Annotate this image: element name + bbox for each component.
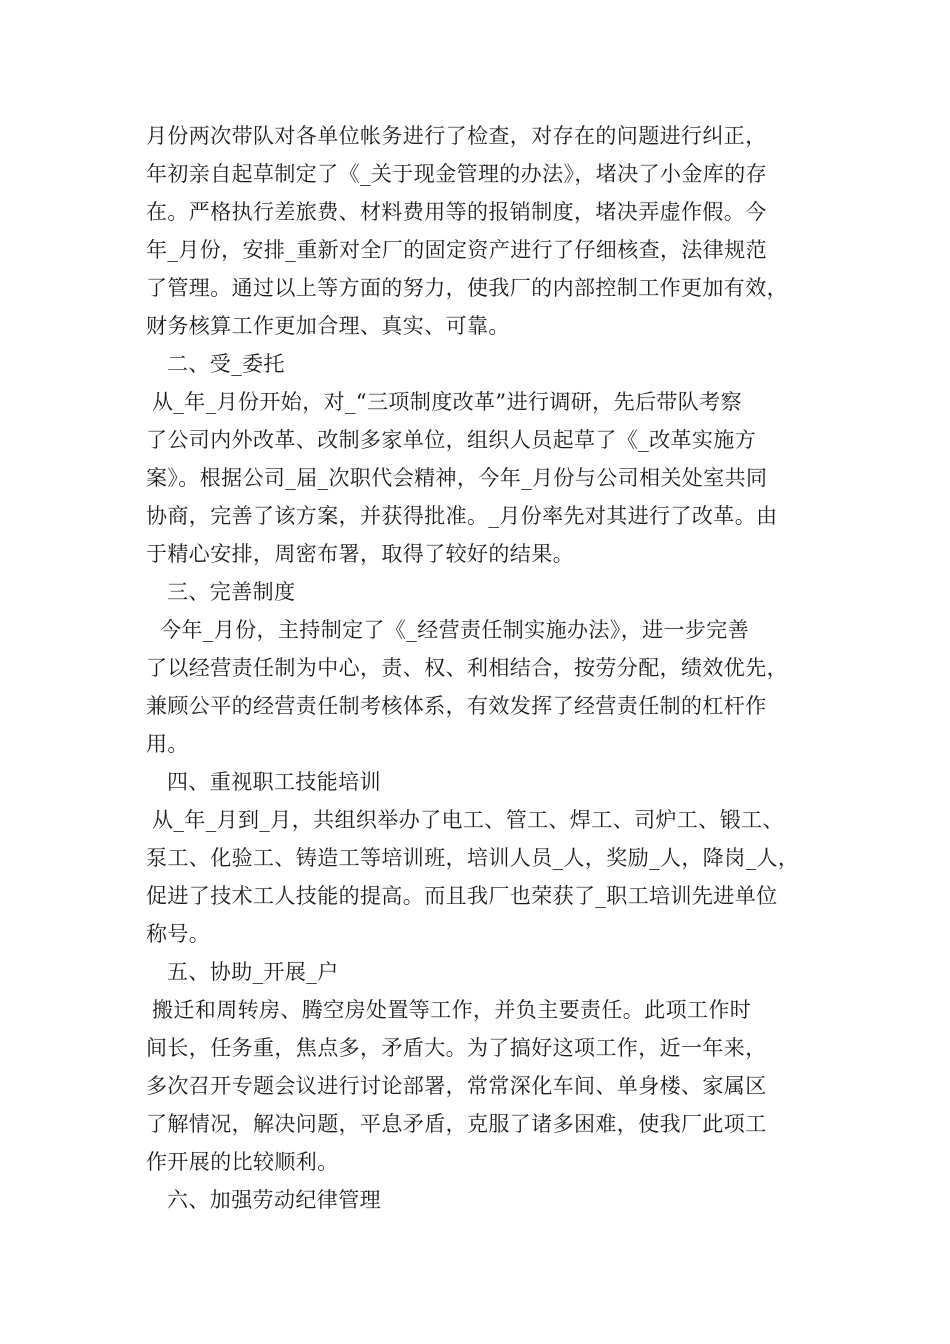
paragraph-line: 了管理。通过以上等方面的努力，使我厂的内部控制工作更加有效， bbox=[146, 276, 788, 300]
paragraph-line: 泵工、化验工、铸造工等培训班，培训人员_人，奖励_人，降岗_人， bbox=[146, 846, 800, 870]
paragraph-line: 年初亲自起草制定了《_关于现金管理的办法》，堵决了小金库的存 bbox=[146, 162, 767, 186]
section-heading: 四、重视职工技能培训 bbox=[167, 770, 381, 794]
section-heading: 六、加强劳动纪律管理 bbox=[167, 1188, 381, 1212]
section-heading: 五、协助_开展_户 bbox=[167, 960, 339, 984]
paragraph-line: 从_年_月份开始，对_“三项制度改革”进行调研，先后带队考察 bbox=[152, 390, 742, 414]
paragraph-line: 在。严格执行差旅费、材料费用等的报销制度，堵决弄虚作假。今 bbox=[146, 200, 767, 224]
section-heading: 二、受_委托 bbox=[167, 352, 285, 376]
paragraph-line: 间长，任务重，焦点多，矛盾大。为了搞好这项工作，近一年来， bbox=[146, 1036, 767, 1060]
paragraph-line: 案》。根据公司_届_次职代会精神，今年_月份与公司相关处室共同 bbox=[146, 466, 768, 490]
paragraph-line: 财务核算工作更加合理、真实、可靠。 bbox=[146, 314, 510, 338]
paragraph-line: 用。 bbox=[146, 732, 189, 756]
paragraph-line: 促进了技术工人技能的提高。而且我厂也荣获了_职工培训先进单位 bbox=[146, 884, 778, 908]
paragraph-line: 年_月份，安排_重新对全厂的固定资产进行了仔细核查，法律规范 bbox=[146, 238, 767, 262]
paragraph-line: 了公司内外改革、改制多家单位，组织人员起草了《_改革实施方 bbox=[146, 428, 757, 452]
paragraph-line: 月份两次带队对各单位帐务进行了检查，对存在的问题进行纠正， bbox=[146, 124, 767, 148]
paragraph-line: 了以经营责任制为中心，责、权、利相结合，按劳分配，绩效优先， bbox=[146, 656, 788, 680]
paragraph-line: 搬迁和周转房、腾空房处置等工作，并负主要责任。此项工作时 bbox=[152, 998, 752, 1022]
paragraph-line: 称号。 bbox=[146, 922, 211, 946]
paragraph-line: 多次召开专题会议进行讨论部署，常常深化车间、单身楼、家属区 bbox=[146, 1074, 767, 1098]
paragraph-line: 今年_月份，主持制定了《_经营责任制实施办法》，进一步完善 bbox=[160, 618, 750, 642]
section-heading: 三、完善制度 bbox=[167, 580, 296, 604]
paragraph-line: 了解情况，解决问题，平息矛盾，克服了诸多困难，使我厂此项工 bbox=[146, 1112, 767, 1136]
paragraph-line: 兼顾公平的经营责任制考核体系，有效发挥了经营责任制的杠杆作 bbox=[146, 694, 767, 718]
paragraph-line: 于精心安排，周密布署，取得了较好的结果。 bbox=[146, 542, 574, 566]
paragraph-line: 从_年_月到_月，共组织举办了电工、管工、焊工、司炉工、锻工、 bbox=[152, 808, 784, 832]
paragraph-line: 协商，完善了该方案，并获得批准。_月份率先对其进行了改革。由 bbox=[146, 504, 778, 528]
document-body bbox=[146, 117, 826, 1219]
paragraph-line: 作开展的比较顺利。 bbox=[146, 1150, 339, 1174]
